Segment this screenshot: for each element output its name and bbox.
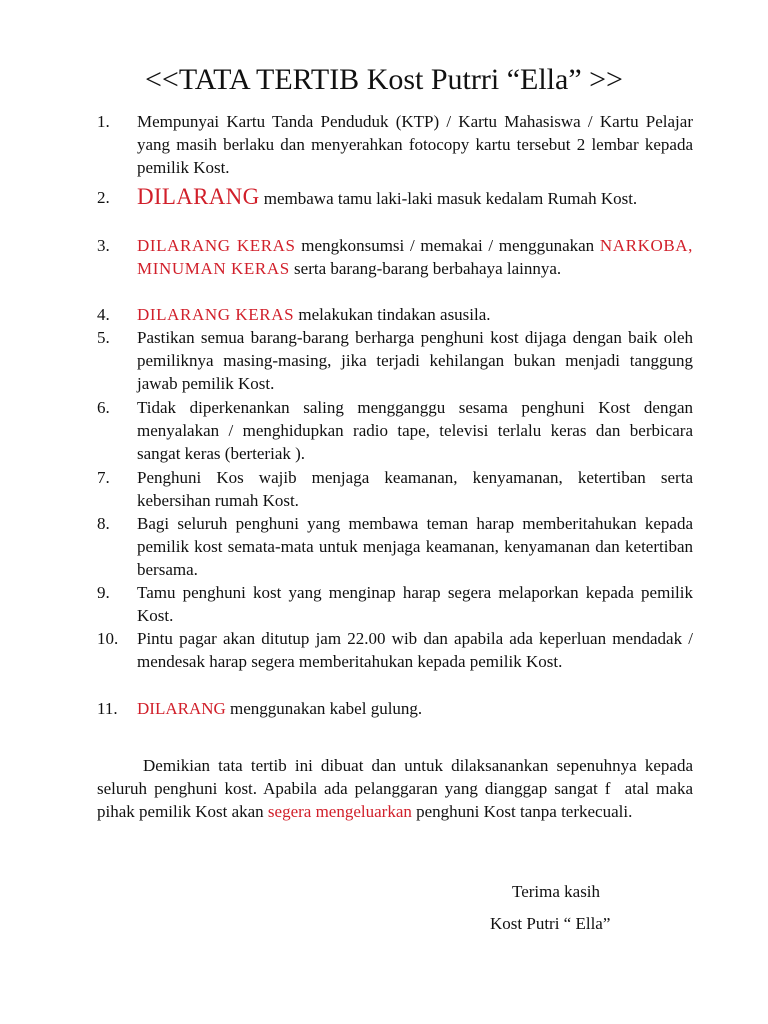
rule-item-5 [97, 326, 693, 395]
rule-item-1 [97, 110, 693, 179]
closing-text-end: penghuni Kost tanpa terkecuali. [411, 802, 633, 821]
rule-number: 6. [97, 398, 110, 417]
rule-item-2 [97, 184, 693, 212]
signature-name: Kost Putri “ Ella” [490, 914, 611, 933]
rule-number: 8. [97, 514, 110, 533]
rule-item-6 [97, 396, 693, 465]
rule-item-9 [97, 581, 693, 627]
rule-number: 3. [97, 236, 110, 255]
rule-text: Mempunyai Kartu Tanda Penduduk (KTP) / Kartu Mahasiswa / Kartu Pelajar yang masih berlaku dan menyerahkan fotocopy kartu tersebut 2 lembar kepada pemilik Kost. [137, 112, 693, 177]
rule-item-7 [97, 466, 693, 512]
document-title: <<TATA TERTIB Kost Putrri “Ella” >> [145, 63, 623, 96]
rule-text: serta barang-barang berbahaya lainnya. [289, 259, 562, 278]
rule-number: 4. [97, 305, 110, 324]
rule-text: Tamu penghuni kost yang menginap harap segera melaporkan kepada pemilik Kost. [137, 583, 693, 625]
rule-text: Pastikan semua barang-barang berharga penghuni kost dijaga dengan baik oleh pemiliknya masing-masing, jika terjadi kehilangan bukan menjadi tanggung jawab pemilik Kost. [137, 328, 693, 393]
rule-item-10 [97, 627, 693, 673]
rule-number: 10. [97, 629, 119, 648]
prohibited-label: DILARANG KERAS [137, 305, 295, 324]
rule-text: Pintu pagar akan ditutup jam 22.00 wib dan apabila ada keperluan mendadak / mendesak harap segera memberitahukan kepada pemilik Kost. [137, 629, 693, 671]
prohibited-substances: NARKOBA, MINUMAN KERAS [137, 236, 693, 278]
rule-item-3 [97, 234, 693, 280]
rule-text: mengkonsumsi / memakai / menggunakan [295, 236, 600, 255]
rule-number: 2. [97, 188, 110, 207]
thanks-line: Terima kasih [512, 882, 601, 901]
rule-item-11 [97, 697, 693, 720]
rule-text: melakukan tindakan asusila. [294, 305, 491, 324]
closing-text: Demikian tata tertib ini dibuat dan untuk dilaksanankan sepenuhnya kepada seluruh penghuni kost. Apabila ada pelanggaran yang dianggap sangat f atal maka pihak pemilik Kost akan [97, 756, 698, 821]
rule-item-8 [97, 512, 693, 581]
rule-text: membawa tamu laki-laki masuk kedalam Rumah Kost. [259, 189, 638, 208]
closing-paragraph [97, 754, 698, 823]
rule-number: 7. [97, 468, 110, 487]
rule-text: Bagi seluruh penghuni yang membawa teman harap memberitahukan kepada pemilik kost semata-mata untuk menjaga keamanan, kenyamanan dan ketertiban bersama. [137, 514, 693, 579]
rule-number: 11. [97, 699, 118, 718]
closing-warning: segera mengeluarkan [267, 802, 412, 821]
rule-item-4 [97, 303, 693, 326]
prohibited-label: DILARANG [137, 699, 226, 718]
rule-text: menggunakan kabel gulung. [225, 699, 423, 718]
rule-number: 9. [97, 583, 110, 602]
rule-text: Tidak diperkenankan saling mengganggu sesama penghuni Kost dengan menyalakan / menghidupkan radio tape, televisi terlalu keras dan berbicara sangat keras (berteriak ). [137, 398, 693, 463]
rule-number: 5. [97, 328, 110, 347]
prohibited-label: DILARANG [137, 184, 260, 209]
prohibited-label: DILARANG KERAS [137, 236, 296, 255]
rule-text: Penghuni Kos wajib menjaga keamanan, kenyamanan, ketertiban serta kebersihan rumah Kost. [137, 468, 693, 510]
rule-number: 1. [97, 112, 110, 131]
